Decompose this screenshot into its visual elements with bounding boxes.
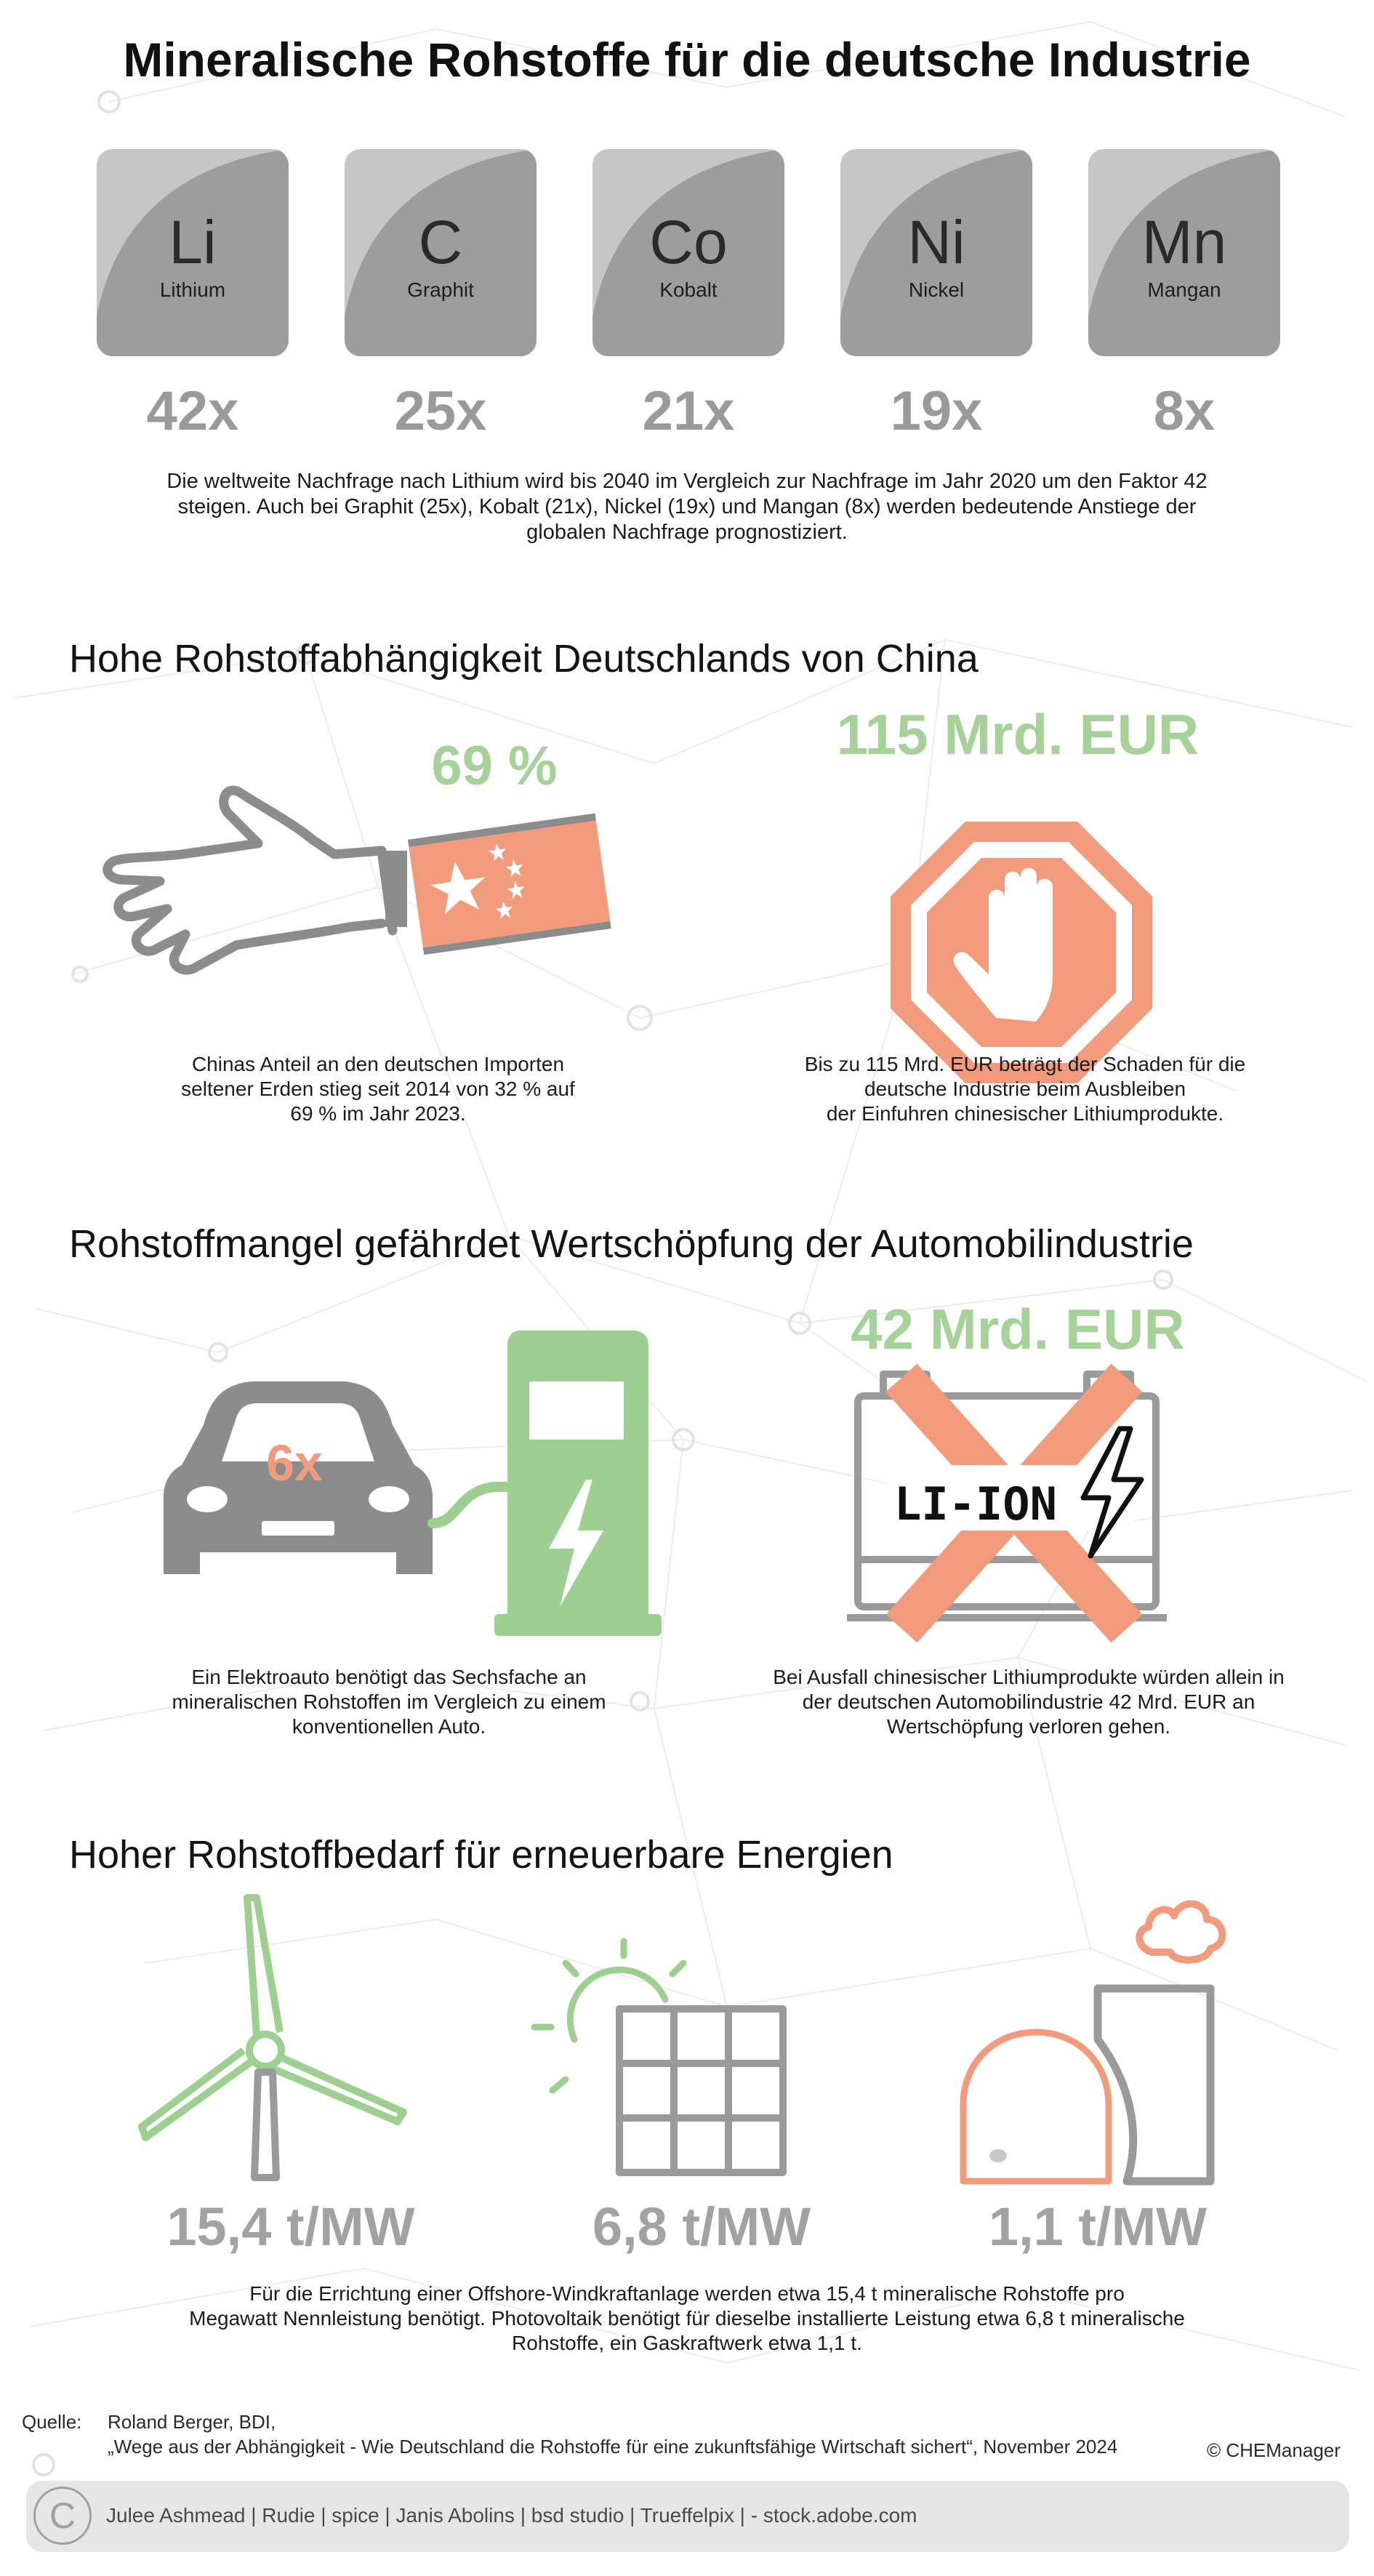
element-tile-nickel: [840, 149, 1032, 356]
element-symbol: Ni: [907, 208, 965, 276]
element-symbol: Co: [649, 208, 728, 276]
text-line: deutsche Industrie beim Ausbleiben: [864, 1078, 1186, 1100]
text-line: Megawatt Nennleistung benötigt. Photovoltaik benötigt für dieselbe installierte Leistung etwa 6,8 t mineralische: [189, 2307, 1185, 2330]
text-line: Für die Errichtung einer Offshore-Windkraftanlage werden etwa 15,4 t mineralische Rohstoffe pro: [249, 2282, 1125, 2305]
auto-loss-value: 42 Mrd. EUR: [851, 1297, 1185, 1361]
credits-text: Julee Ashmead | Rudie | spice | Janis Abolins | bsd studio | Trueffelpix | - stock.adobe.com: [106, 2504, 917, 2527]
battery-label: LI-ION: [894, 1477, 1057, 1530]
element-tile-lithium: [97, 149, 289, 356]
gas-power-plant-icon: [956, 1887, 1240, 2188]
stop-hand-icon: [887, 818, 1156, 1087]
hand-with-flag-icon: [95, 771, 618, 996]
element-name: Graphit: [407, 278, 474, 301]
page-title: Mineralische Rohstoffe für die deutsche Industrie: [123, 33, 1251, 87]
element-name: Mangan: [1147, 278, 1221, 301]
element-tile-mangan: [1088, 149, 1280, 356]
auto-heading: Rohstoffmangel gefährdet Wertschöpfung der Automobilindustrie: [69, 1222, 1194, 1266]
element-symbol: Mn: [1141, 208, 1227, 276]
element-name: Kobalt: [659, 278, 718, 301]
text-line: mineralischen Rohstoffen im Vergleich zu einem: [172, 1690, 606, 1713]
element-symbol: C: [418, 208, 463, 276]
copyright-icon: C: [33, 2487, 92, 2545]
element-tile-graphit: [345, 149, 537, 356]
element-tile-kobalt: [592, 149, 784, 356]
factor-nickel: 19x: [890, 380, 983, 442]
text-line: globalen Nachfrage prognostiziert.: [526, 521, 848, 544]
text-line: steigen. Auch bei Graphit (25x), Kobalt (21x), Nickel (19x) und Mangan (8x) werden bedeutende Anstiege der: [177, 495, 1197, 518]
li-ion-battery-crossed-icon: [843, 1363, 1170, 1647]
china-damage-value: 115 Mrd. EUR: [836, 702, 1200, 766]
text-line: konventionellen Auto.: [292, 1715, 486, 1738]
text-line: Chinas Anteil an den deutschen Importen: [191, 1053, 565, 1075]
factor-graphit: 25x: [394, 380, 487, 442]
energy-value-gas: 1,1 t/MW: [988, 2196, 1208, 2257]
text-line: Rohstoffe, ein Gaskraftwerk etwa 1,1 t.: [512, 2332, 862, 2354]
source-label: Quelle:: [22, 2411, 82, 2433]
auto-loss-description: [727, 1665, 1330, 1739]
solar-panel-icon: [531, 1938, 792, 2188]
energy-value-wind: 15,4 t/MW: [166, 2196, 415, 2257]
china-share-description: [145, 1052, 611, 1126]
energy-heading: Hoher Rohstoffbedarf für erneuerbare Energien: [69, 1833, 893, 1877]
element-symbol: Li: [169, 208, 217, 276]
text-line: Die weltweite Nachfrage nach Lithium wird bis 2040 im Vergleich zur Nachfrage im Jahr 2020 um den Faktor 42: [166, 470, 1208, 493]
china-heading: Hohe Rohstoffabhängigkeit Deutschlands von China: [69, 637, 979, 681]
auto-factor-value: 6x: [266, 1435, 323, 1491]
text-line: Ein Elektroauto benötigt das Sechsfache an: [191, 1666, 587, 1688]
factor-lithium: 42x: [146, 380, 239, 442]
source-line-2: „Wege aus der Abhängigkeit - Wie Deutschland die Rohstoffe für eine zukunftsfähige Wirtschaft sichert“, November 2024: [108, 2436, 1118, 2457]
demand-description: [95, 469, 1279, 545]
credits-bar: [26, 2481, 1349, 2552]
text-line: der deutschen Automobilindustrie 42 Mrd. EUR an: [802, 1690, 1256, 1713]
china-damage-description: [756, 1052, 1294, 1126]
copyright: © CHEManager: [1207, 2439, 1341, 2461]
energy-description: [95, 2282, 1279, 2356]
element-name: Nickel: [908, 278, 965, 301]
text-line: Bis zu 115 Mrd. EUR beträgt der Schaden für die: [804, 1053, 1246, 1075]
text-line: der Einfuhren chinesischer Lithiumprodukte.: [826, 1102, 1224, 1125]
factor-kobalt: 21x: [642, 380, 735, 442]
source-line-1: Roland Berger, BDI,: [108, 2411, 276, 2433]
factor-mangan: 8x: [1153, 380, 1216, 442]
text-line: Bei Ausfall chinesischer Lithiumprodukte würden allein in: [773, 1666, 1285, 1688]
energy-value-solar: 6,8 t/MW: [592, 2196, 811, 2257]
text-line: 69 % im Jahr 2023.: [290, 1102, 466, 1125]
element-name: Lithium: [159, 278, 226, 301]
text-line: seltener Erden stieg seit 2014 von 32 % auf: [181, 1078, 575, 1100]
auto-car-description: [134, 1665, 643, 1739]
electric-car-charger-icon: [124, 1331, 662, 1643]
text-line: Wertschöpfung verloren gehen.: [886, 1715, 1171, 1738]
china-share-value: 69 %: [431, 735, 558, 797]
wind-turbine-icon: [134, 1890, 411, 2181]
